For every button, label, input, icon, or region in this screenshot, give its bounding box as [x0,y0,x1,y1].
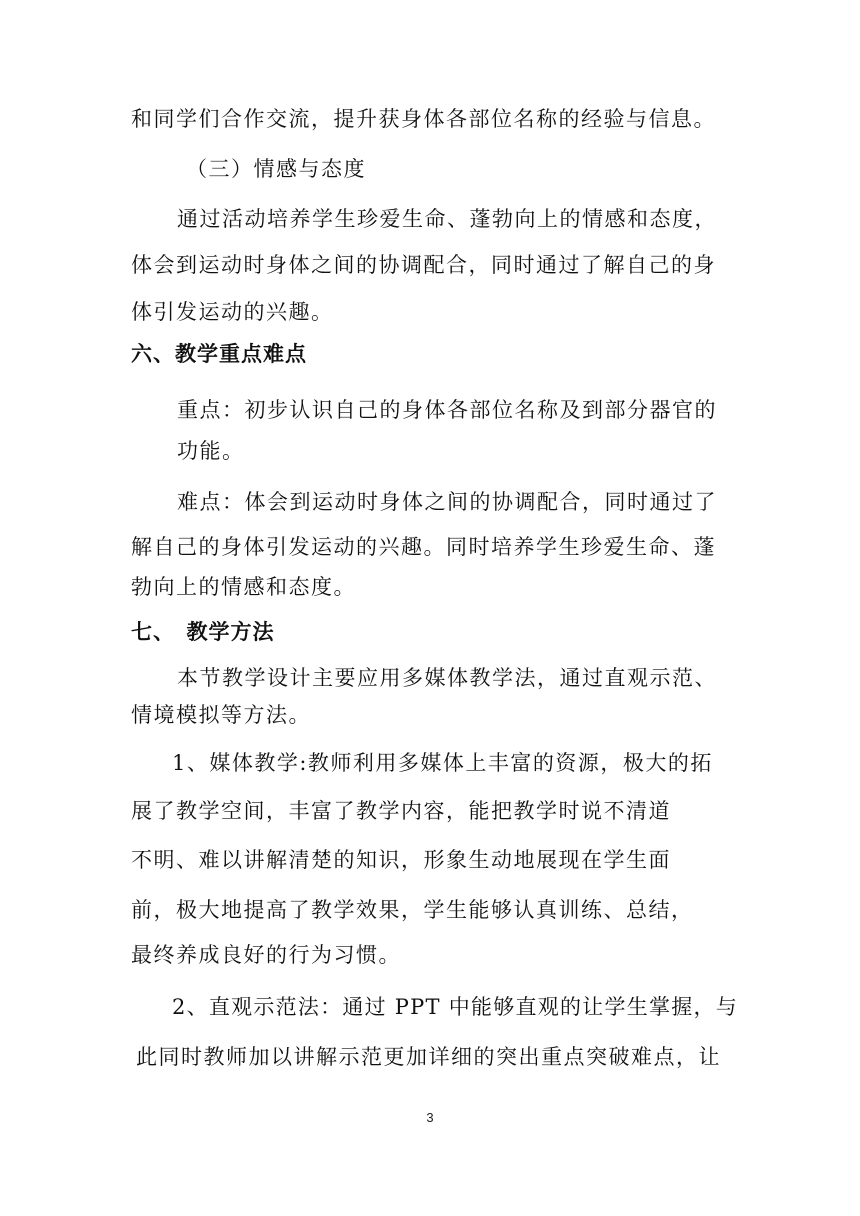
text-line: 体会到运动时身体之间的协调配合，同时通过了解自己的身 [131,253,716,277]
text-line: 难点：体会到运动时身体之间的协调配合，同时通过了 [177,490,717,514]
subsection-heading: （三）情感与态度 [186,157,366,181]
text-line: 解自己的身体引发运动的兴趣。同时培养学生珍爱生命、蓬 [131,535,716,559]
section-heading: 六、教学重点难点 [131,342,307,366]
text-line: 重点：初步认识自己的身体各部位名称及到部分器官的 [177,398,717,422]
text-line: 最终养成良好的行为习惯。 [131,943,401,967]
text-line: 本节教学设计主要应用多媒体教学法，通过直观示范、 [177,666,717,690]
text-line: 情境模拟等方法。 [131,703,311,727]
text-line: 展了教学空间，丰富了教学内容，能把教学时说不清道 [131,799,671,823]
page-number: 3 [426,1110,434,1125]
section-heading: 七、 教学方法 [131,620,275,644]
text-line: 体引发运动的兴趣。 [131,300,334,324]
text-line: 功能。 [177,439,245,463]
text-line: 勃向上的情感和态度。 [131,575,356,599]
text-line: 不明、难以讲解清楚的知识，形象生动地展现在学生面 [131,848,671,872]
text-line: 通过活动培养学生珍爱生命、蓬勃向上的情感和态度， [177,207,717,231]
text-line: 和同学们合作交流，提升获身体各部位名称的经验与信息。 [131,107,716,131]
text-line: 前，极大地提高了教学效果，学生能够认真训练、总结， [131,898,694,922]
list-item: 2、直观示范法：通过 PPT 中能够直观的让学生掌握，与 [172,995,738,1019]
list-item: 1、媒体教学:教师利用多媒体上丰富的资源，极大的拓 [172,751,713,775]
text-line: 此同时教师加以讲解示范更加详细的突出重点突破难点，让 [136,1045,721,1069]
